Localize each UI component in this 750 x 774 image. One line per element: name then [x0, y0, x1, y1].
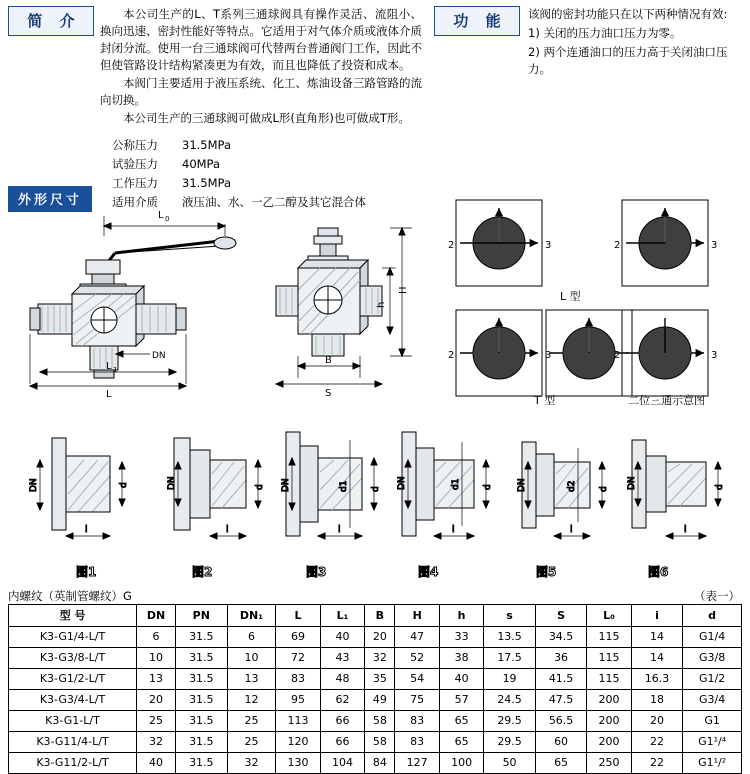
svg-text:B: B: [325, 355, 332, 366]
cell-dn1: 32: [227, 753, 276, 774]
svg-text:i: i: [570, 525, 573, 535]
svg-text:3: 3: [711, 240, 718, 251]
cell-h-lower: 57: [439, 690, 483, 711]
end-connection-figures: [14, 424, 738, 589]
spec-row: [112, 136, 366, 155]
cell-s-upper: 60: [535, 732, 587, 753]
function-item-2: 2) 两个连通油口的压力高于关闭油口压力。: [528, 45, 728, 76]
cell-s-lower: 13.5: [484, 627, 536, 648]
svg-text:DN: DN: [627, 476, 637, 490]
cell-l1: 48: [320, 669, 364, 690]
th-i: i: [631, 605, 683, 627]
cell-l: 95: [276, 690, 320, 711]
cell-b: 49: [365, 690, 395, 711]
valve-drawing-with-handle: [20, 196, 280, 406]
cell-l0: 250: [587, 753, 631, 774]
svg-text:L: L: [158, 210, 164, 221]
cell-s-lower: 24.5: [484, 690, 536, 711]
valve-drawing-hex: [270, 214, 430, 404]
svg-text:3: 3: [545, 350, 552, 361]
cell-l: 120: [276, 732, 320, 753]
cell-dn: 10: [137, 648, 176, 669]
cell-l0: 115: [587, 648, 631, 669]
spec-value: 31.5MPa: [182, 176, 231, 190]
svg-text:2: 2: [614, 240, 621, 251]
cell-s-lower: 29.5: [484, 711, 536, 732]
cell-h-upper: 52: [395, 648, 439, 669]
cell-h-lower: 100: [439, 753, 483, 774]
svg-text:d2: d2: [567, 480, 577, 492]
svg-text:2: 2: [614, 350, 621, 361]
svg-text:i: i: [85, 525, 88, 535]
dimension-section-banner: 外形尺寸: [8, 186, 92, 212]
spec-value: 40MPa: [182, 157, 221, 171]
cell-dn1: 12: [227, 690, 276, 711]
th-b: B: [365, 605, 395, 627]
cell-i: 14: [631, 627, 683, 648]
cell-pn: 31.5: [176, 627, 228, 648]
spec-key: 适用介质: [112, 195, 158, 209]
function-item-1: 1) 关闭的压力油口压力为零。: [528, 26, 682, 40]
svg-text:DN: DN: [152, 351, 166, 361]
cell-l1: 40: [320, 627, 364, 648]
cell-i: 18: [631, 690, 683, 711]
spec-value: 液压油、水、一乙二醇及其它混合体: [182, 195, 366, 209]
svg-text:L 型: L 型: [560, 290, 581, 303]
table-note: （表一）: [694, 589, 740, 603]
cell-b: 58: [365, 711, 395, 732]
svg-text:d: d: [599, 486, 609, 492]
intro-text-column: [100, 6, 422, 128]
specification-table: [8, 604, 742, 774]
cell-d: G3/8: [683, 648, 742, 669]
cell-l: 72: [276, 648, 320, 669]
section-tag-function: 功 能: [434, 6, 520, 36]
th-dn1: DN₁: [227, 605, 276, 627]
cell-dn: 40: [137, 753, 176, 774]
cell-s-lower: 17.5: [484, 648, 536, 669]
svg-text:L: L: [106, 389, 112, 400]
cell-l0: 115: [587, 669, 631, 690]
spec-key: 公称压力: [112, 138, 158, 152]
cell-d: G1/4: [683, 627, 742, 648]
cell-dn: 20: [137, 690, 176, 711]
table-row: [9, 627, 742, 648]
function-text-column: [528, 6, 744, 80]
spec-row: [112, 155, 366, 174]
cell-s-upper: 65: [535, 753, 587, 774]
svg-text:0: 0: [165, 215, 170, 223]
function-lead: 该阀的密封功能只在以下两种情况有效:: [528, 7, 728, 21]
spec-value: 31.5MPa: [182, 138, 231, 152]
cell-pn: 31.5: [176, 648, 228, 669]
cell-model: K3-G3/4-L/T: [9, 690, 137, 711]
intro-paragraph-2: 本阀门主要适用于液压系统、化工、炼油设备三路管路的流向切换。: [100, 76, 422, 107]
th-model: 型 号: [9, 605, 137, 627]
cell-l: 83: [276, 669, 320, 690]
flow-schematic-grid: [432, 196, 744, 406]
table-row: [9, 732, 742, 753]
intro-paragraph-1: 本公司生产的L、T系列三通球阀具有操作灵活、流阻小、换向迅速、密封性能好等特点。它适用于对气体介质或液体介质封闭分流。使用一台三通球阀可代替两台普通阀门工作，因此不但使管路设计结构紧凑更为有效，而且也降低了投资和成本。: [100, 7, 422, 72]
svg-text:图5: 图5: [536, 565, 557, 579]
cell-pn: 31.5: [176, 669, 228, 690]
intro-paragraph-3: 本公司生产的三通球阀可做成L形(直角形)也可做成T形。: [123, 111, 410, 125]
th-l0: L₀: [587, 605, 631, 627]
svg-text:d1: d1: [451, 478, 461, 490]
svg-text:DN: DN: [397, 476, 407, 490]
cell-dn1: 25: [227, 711, 276, 732]
cell-l: 130: [276, 753, 320, 774]
cell-l: 113: [276, 711, 320, 732]
svg-text:d: d: [715, 484, 725, 490]
cell-h-lower: 33: [439, 627, 483, 648]
cell-i: 22: [631, 753, 683, 774]
cell-l0: 200: [587, 690, 631, 711]
cell-h-lower: 65: [439, 732, 483, 753]
cell-dn: 13: [137, 669, 176, 690]
cell-dn1: 6: [227, 627, 276, 648]
svg-text:3: 3: [545, 240, 552, 251]
cell-h-upper: 75: [395, 690, 439, 711]
cell-l0: 200: [587, 711, 631, 732]
cell-s-lower: 19: [484, 669, 536, 690]
th-s-lower: s: [484, 605, 536, 627]
svg-text:i: i: [452, 525, 455, 535]
cell-dn1: 25: [227, 732, 276, 753]
cell-b: 35: [365, 669, 395, 690]
svg-text:DN: DN: [167, 476, 177, 490]
cell-h-upper: 47: [395, 627, 439, 648]
section-tag-intro: 简 介: [8, 6, 94, 36]
cell-l0: 115: [587, 627, 631, 648]
cell-pn: 31.5: [176, 690, 228, 711]
svg-text:2: 2: [448, 350, 455, 361]
cell-dn: 32: [137, 732, 176, 753]
th-pn: PN: [176, 605, 228, 627]
svg-text:二位三通示意图: 二位三通示意图: [628, 394, 705, 407]
cell-l1: 62: [320, 690, 364, 711]
svg-text:DN: DN: [29, 478, 39, 492]
cell-pn: 31.5: [176, 732, 228, 753]
svg-text:T 型: T 型: [534, 394, 556, 407]
cell-pn: 31.5: [176, 711, 228, 732]
table-header-row: [9, 605, 742, 627]
cell-l1: 104: [320, 753, 364, 774]
th-l: L: [276, 605, 320, 627]
cell-b: 20: [365, 627, 395, 648]
cell-model: K3-G11/4-L/T: [9, 732, 137, 753]
cell-model: K3-G3/8-L/T: [9, 648, 137, 669]
svg-text:d1: d1: [339, 480, 349, 492]
cell-h-lower: 65: [439, 711, 483, 732]
cell-s-upper: 47.5: [535, 690, 587, 711]
cell-d: G3/4: [683, 690, 742, 711]
svg-text:d: d: [119, 482, 129, 488]
svg-text:d: d: [255, 484, 265, 490]
cell-i: 22: [631, 732, 683, 753]
spec-row: [112, 174, 366, 193]
svg-text:3: 3: [711, 350, 718, 361]
cell-l: 69: [276, 627, 320, 648]
svg-text:图3: 图3: [306, 565, 327, 579]
svg-text:i: i: [684, 525, 687, 535]
cell-s-lower: 50: [484, 753, 536, 774]
svg-text:i: i: [226, 525, 229, 535]
th-d: d: [683, 605, 742, 627]
cell-s-upper: 36: [535, 648, 587, 669]
svg-text:H: H: [398, 286, 409, 294]
cell-h-upper: 83: [395, 711, 439, 732]
th-s-upper: S: [535, 605, 587, 627]
table-row: [9, 648, 742, 669]
cell-model: K3-G1-L/T: [9, 711, 137, 732]
cell-i: 20: [631, 711, 683, 732]
th-l1: L₁: [320, 605, 364, 627]
th-h-lower: h: [439, 605, 483, 627]
cell-l1: 43: [320, 648, 364, 669]
cell-model: K3-G1/4-L/T: [9, 627, 137, 648]
svg-text:h: h: [376, 301, 387, 308]
cell-dn: 6: [137, 627, 176, 648]
svg-text:图2: 图2: [192, 565, 213, 579]
svg-text:2: 2: [448, 240, 455, 251]
table-row: [9, 690, 742, 711]
cell-s-upper: 41.5: [535, 669, 587, 690]
svg-text:L: L: [106, 361, 112, 372]
cell-h-upper: 54: [395, 669, 439, 690]
svg-text:i: i: [338, 525, 341, 535]
cell-i: 16.3: [631, 669, 683, 690]
cell-s-upper: 56.5: [535, 711, 587, 732]
th-h-upper: H: [395, 605, 439, 627]
cell-d: G1: [683, 711, 742, 732]
cell-h-lower: 40: [439, 669, 483, 690]
cell-l1: 66: [320, 732, 364, 753]
cell-d: G1¹/²: [683, 753, 742, 774]
cell-model: K3-G1/2-L/T: [9, 669, 137, 690]
spec-key: 工作压力: [112, 176, 158, 190]
table-row: [9, 669, 742, 690]
table-title: 内螺纹（英制管螺纹）G: [8, 589, 132, 603]
svg-text:S: S: [325, 388, 332, 399]
svg-text:DN: DN: [281, 478, 291, 492]
cell-d: G1¹/⁴: [683, 732, 742, 753]
cell-l0: 200: [587, 732, 631, 753]
spec-key: 试验压力: [112, 157, 158, 171]
cell-h-upper: 127: [395, 753, 439, 774]
svg-text:DN: DN: [517, 478, 527, 492]
cell-pn: 31.5: [176, 753, 228, 774]
svg-text:1: 1: [113, 366, 118, 374]
cell-s-upper: 34.5: [535, 627, 587, 648]
cell-s-lower: 29.5: [484, 732, 536, 753]
cell-model: K3-G11/2-L/T: [9, 753, 137, 774]
cell-b: 32: [365, 648, 395, 669]
svg-text:图4: 图4: [418, 565, 439, 579]
cell-b: 58: [365, 732, 395, 753]
table-row: [9, 753, 742, 774]
cell-dn1: 13: [227, 669, 276, 690]
th-dn: DN: [137, 605, 176, 627]
cell-b: 84: [365, 753, 395, 774]
cell-h-lower: 38: [439, 648, 483, 669]
cell-d: G1/2: [683, 669, 742, 690]
table-row: [9, 711, 742, 732]
cell-h-upper: 83: [395, 732, 439, 753]
svg-text:图1: 图1: [76, 565, 97, 579]
cell-i: 14: [631, 648, 683, 669]
cell-dn: 25: [137, 711, 176, 732]
cell-l1: 66: [320, 711, 364, 732]
svg-text:d: d: [483, 484, 493, 490]
svg-text:d: d: [371, 486, 381, 492]
cell-dn1: 10: [227, 648, 276, 669]
svg-text:图6: 图6: [648, 565, 669, 579]
